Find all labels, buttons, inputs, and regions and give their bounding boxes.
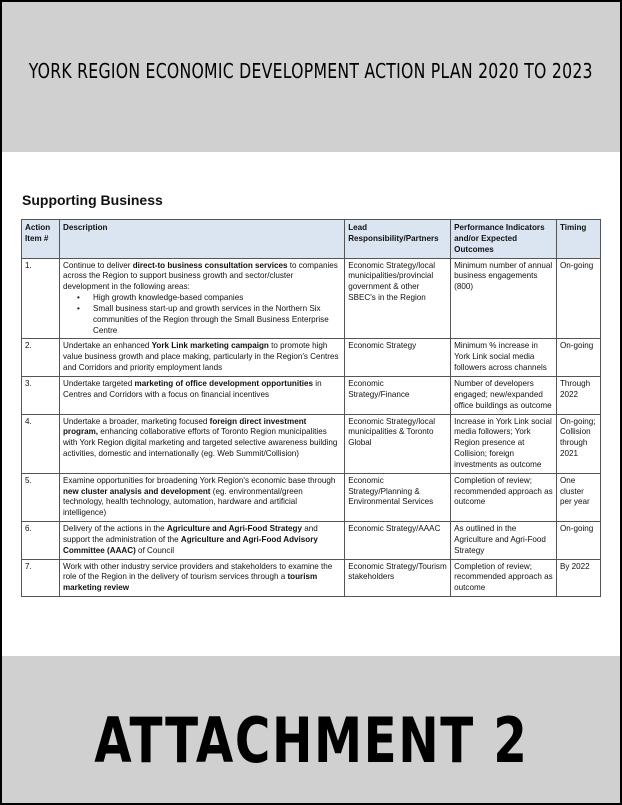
action-number: 2. [22, 339, 60, 377]
action-description [59, 522, 344, 560]
description-text: Undertake targeted [62, 378, 135, 388]
action-number: 7. [22, 559, 60, 597]
lead-responsibility: Economic Strategy/AAAC [345, 522, 451, 560]
action-plan-table [21, 219, 601, 597]
column-header-action-item: Action Item # [22, 220, 60, 259]
description-text: of Council [135, 545, 175, 555]
timing: On-going [556, 339, 600, 377]
column-header-performance: Performance Indicators and/or Expected Outcomes [451, 220, 557, 259]
section-title: Supporting Business [22, 192, 163, 208]
description-text: enhancing collaborative efforts of Toronto Region municipalities with York Region digital marketing and targeted selective awareness building activities, domestic and internationally (eg. Web Summit/Collision) [62, 427, 338, 459]
action-description [59, 559, 344, 597]
action-number: 1. [22, 258, 60, 339]
timing: One cluster per year [556, 473, 600, 521]
column-header-description: Description [59, 220, 344, 259]
lead-responsibility: Economic Strategy/Finance [345, 376, 451, 414]
lead-responsibility: Economic Strategy/Tourism stakeholders [345, 559, 451, 597]
table-row [22, 376, 601, 414]
description-emphasis: York Link marketing campaign [151, 341, 269, 351]
description-text: Undertake a broader, marketing focused [62, 416, 210, 426]
table-header-row [22, 220, 601, 259]
table-row [22, 414, 601, 473]
description-bullet-list [63, 293, 341, 336]
lead-responsibility: Economic Strategy/local municipalities & Toronto Global [345, 414, 451, 473]
description-emphasis: marketing of office development opportunities [134, 378, 314, 388]
description-text: Undertake an enhanced [62, 341, 152, 351]
description-text: in Centres and Corridors with a focus on financial incentives [62, 378, 322, 399]
description-text: to promote high value business growth and place making, particularly in the Region's Centres and Corridors and priority employment lands [62, 341, 339, 373]
description-emphasis: direct-to business consultation services [132, 260, 288, 270]
timing: On-going [556, 258, 600, 339]
description-text: Continue to deliver [62, 260, 133, 270]
description-text: Examine opportunities for broadening York Region's economic base through [62, 475, 336, 485]
performance-indicator: Minimum number of annual business engagements (800) [451, 258, 557, 339]
performance-indicator: Number of developers engaged; new/expanded office buildings as outcome [451, 376, 557, 414]
description-emphasis: new cluster analysis and development [62, 486, 211, 496]
document-page [2, 2, 620, 803]
description-emphasis: Agriculture and Agri-Food Strategy [166, 524, 302, 534]
timing: On-going [556, 522, 600, 560]
description-text: to companies across the Region to support business growth and sector/cluster development in the following areas: [62, 260, 338, 292]
column-header-lead: Lead Responsibility/Partners [345, 220, 451, 259]
action-number: 4. [22, 414, 60, 473]
table-row [22, 473, 601, 521]
document-title: YORK REGION ECONOMIC DEVELOPMENT ACTION PLAN 2020 TO 2023 [29, 59, 594, 83]
action-number: 5. [22, 473, 60, 521]
timing: By 2022 [556, 559, 600, 597]
performance-indicator: As outlined in the Agriculture and Agri-Food Strategy [451, 522, 557, 560]
description-text: (eg. environmental/green technology, health technology, automation, hardware and artificial intelligence) [62, 486, 303, 518]
table-row [22, 339, 601, 377]
table-row [22, 522, 601, 560]
performance-indicator: Minimum % increase in York Link social media followers across channels [451, 339, 557, 377]
lead-responsibility: Economic Strategy [345, 339, 451, 377]
performance-indicator: Increase in York Link social media followers; York Region presence at Collision; foreign investments as outcome [451, 414, 557, 473]
bullet-item: • High growth knowledge-based companies [63, 293, 341, 304]
timing: Through 2022 [556, 376, 600, 414]
action-description [59, 473, 344, 521]
action-description [59, 376, 344, 414]
column-header-timing: Timing [556, 220, 600, 259]
footer-band [2, 656, 620, 803]
timing: On-going; Collision through 2021 [556, 414, 600, 473]
action-description [59, 258, 344, 339]
description-text: and support the administration of the [62, 524, 318, 544]
header-band [2, 2, 620, 152]
table-row [22, 258, 601, 339]
action-number: 3. [22, 376, 60, 414]
performance-indicator: Completion of review; recommended approach as outcome [451, 559, 557, 597]
description-emphasis: tourism marketing review [62, 572, 318, 593]
description-text: Work with other industry service providers and stakeholders to examine the role of the Region in the delivery of tourism services through a [62, 561, 333, 582]
table-row [22, 559, 601, 597]
description-emphasis: Agriculture and Agri-Food Advisory Committee (AAAC) [62, 534, 318, 555]
action-description [59, 414, 344, 473]
lead-responsibility: Economic Strategy/local municipalities/provincial government & other SBEC's in the Region [345, 258, 451, 339]
action-description [59, 339, 344, 377]
bullet-item: • Small business start-up and growth services in the Northern Six communities of the Region through the Small Business Enterprise Centre [63, 304, 341, 337]
attachment-label: ATTACHMENT 2 [93, 704, 529, 777]
performance-indicator: Completion of review; recommended approach as outcome [451, 473, 557, 521]
action-number: 6. [22, 522, 60, 560]
description-text: Delivery of the actions in the [62, 524, 167, 534]
description-emphasis: foreign direct investment program, [62, 416, 307, 437]
lead-responsibility: Economic Strategy/Planning & Environmental Services [345, 473, 451, 521]
